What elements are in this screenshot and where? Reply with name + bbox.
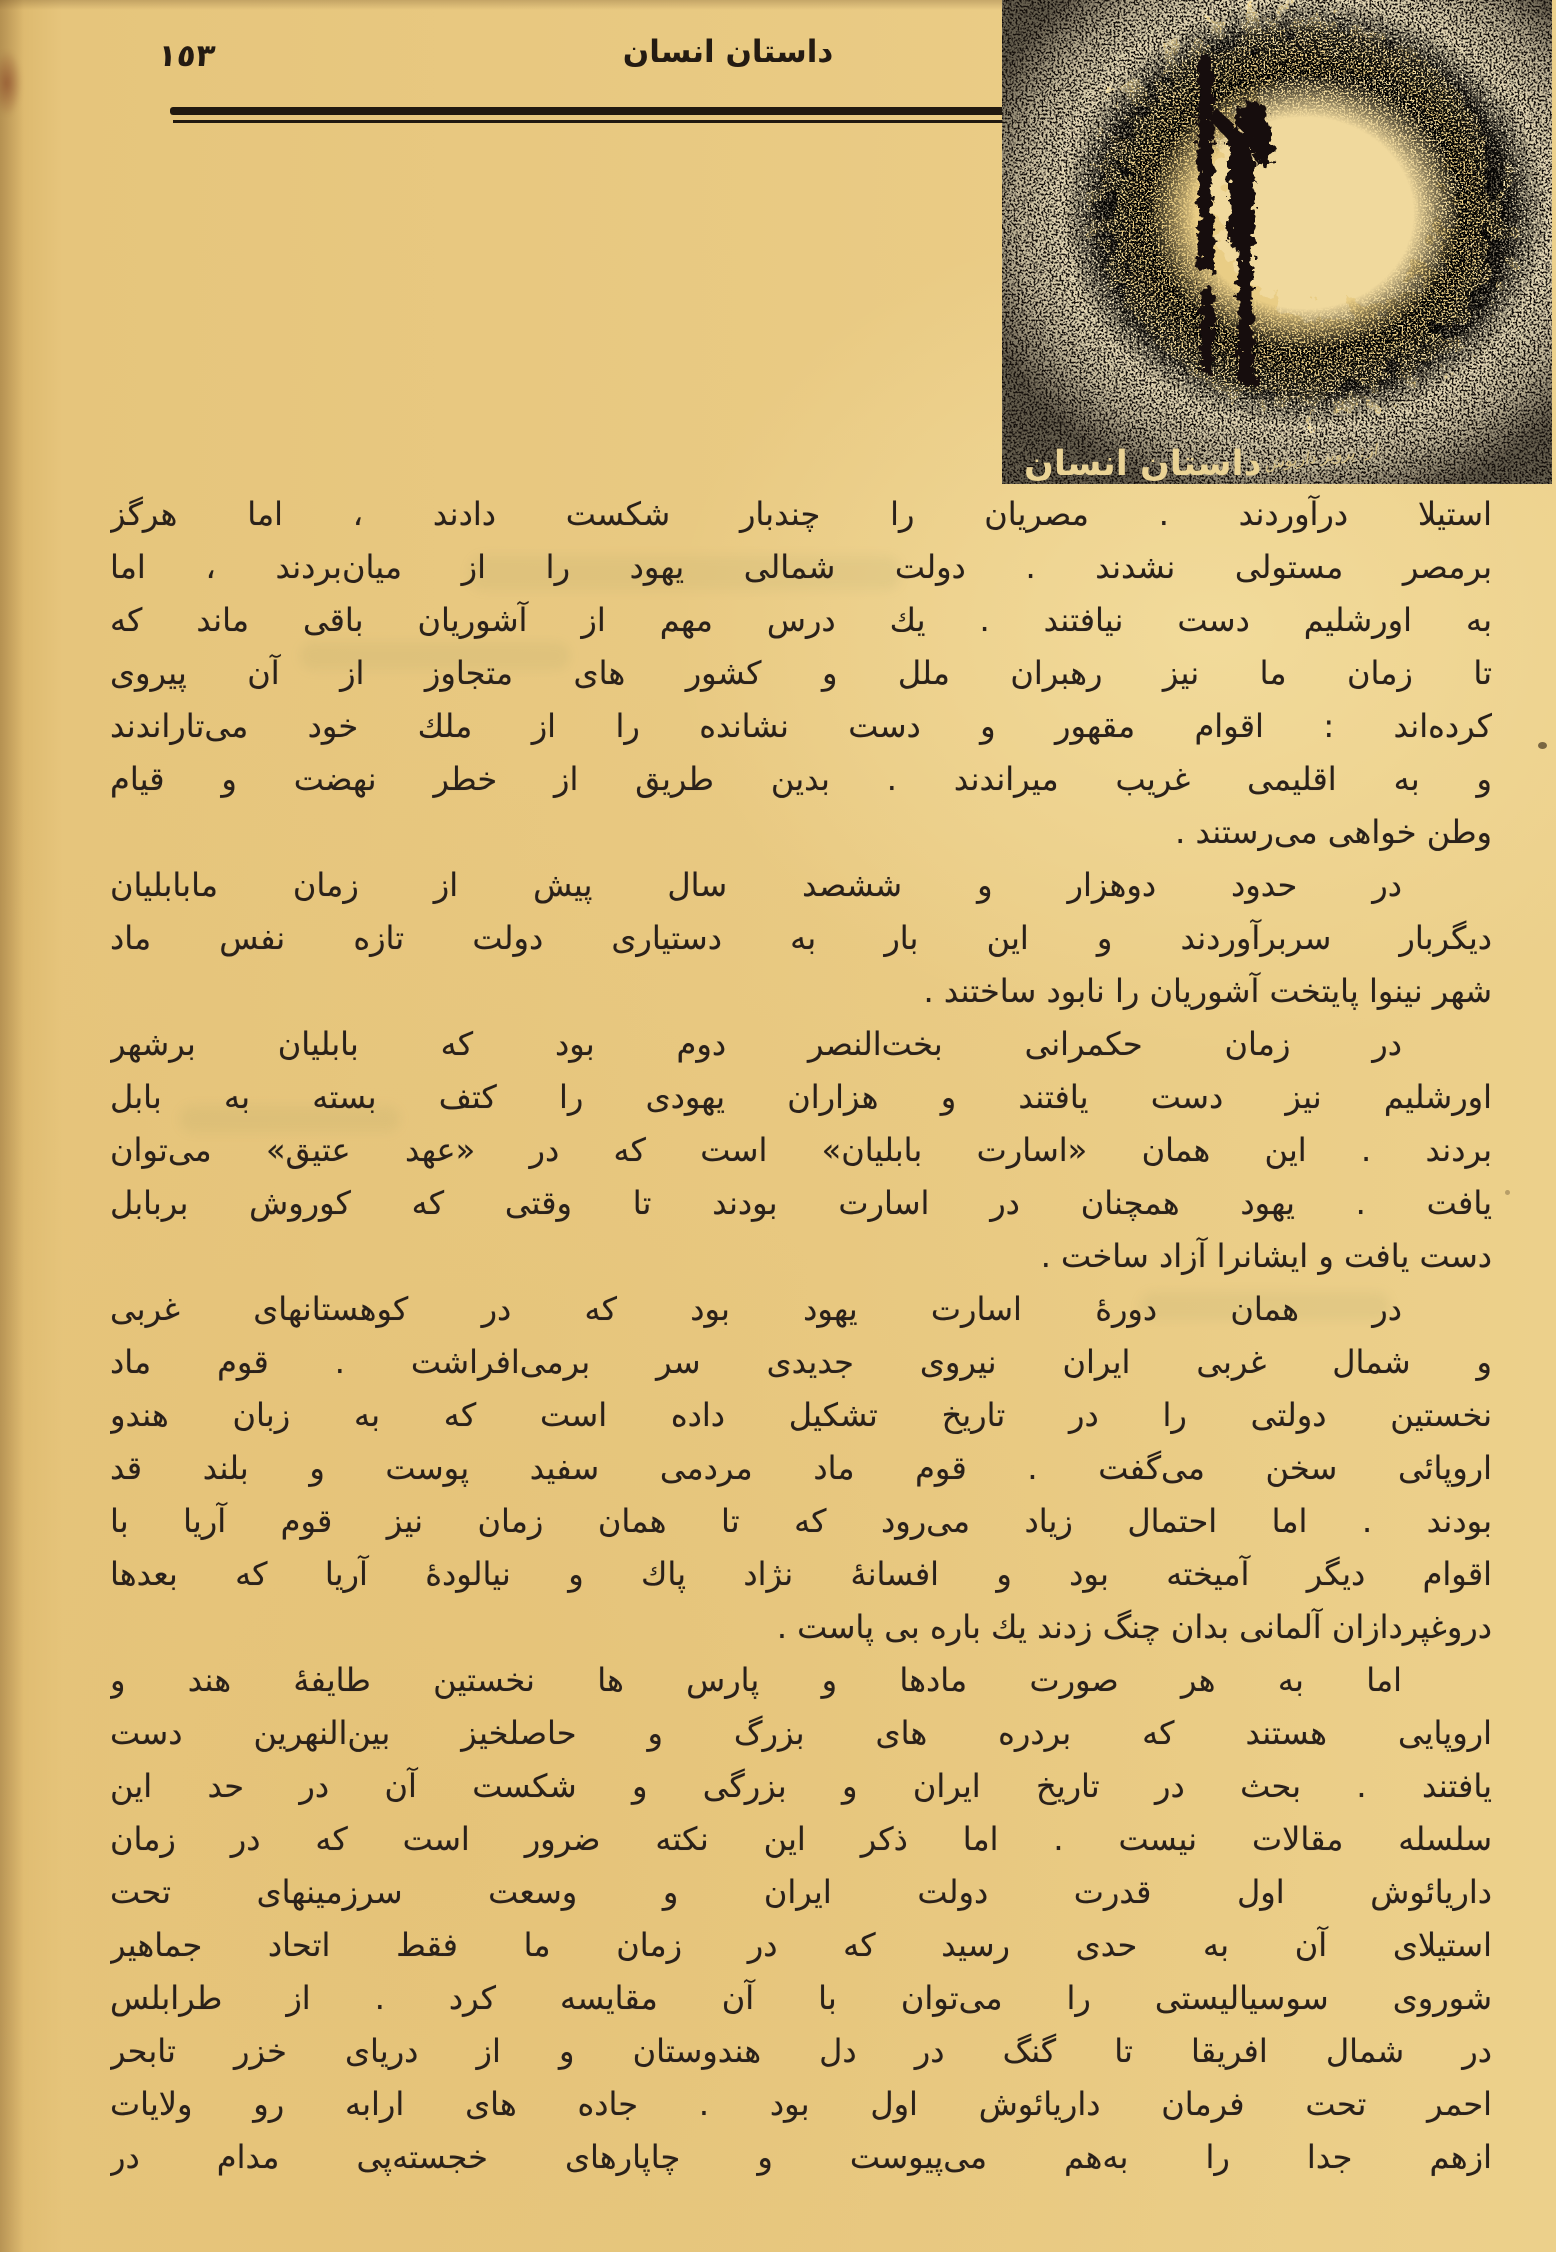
body-line: برمصر مستولی نشدند . دولت شمالی یهود را از میان‌بردند ، اما xyxy=(110,548,1492,586)
body-line: در حدود دوهزار و ششصد سال پیش از زمان مابابلیان xyxy=(110,866,1402,904)
body-line: و به اقلیمی غریب میراندند . بدین طریق از خطر نهضت و قیام xyxy=(110,760,1492,798)
body-line: استیلا درآوردند . مصریان را چندبار شکست دادند ، اما هرگز xyxy=(110,495,1492,533)
figure-title: داستان انسان xyxy=(1024,444,1262,484)
body-line: اما به هر صورت مادها و پارس ها نخستین طایفهٔ هند و xyxy=(110,1661,1402,1699)
page-number: ١٥٣ xyxy=(155,38,217,74)
paper-speck xyxy=(1538,742,1547,749)
body-line: شوروی سوسیالیستی را می‌توان با آن مقایسه کرد . از طرابلس xyxy=(110,1979,1492,2017)
body-line: ازهم جدا را به‌هم می‌پیوست و چاپارهای خجسته‌پی مدام در xyxy=(110,2138,1492,2176)
body-line: تا زمان ما نیز رهبران ملل و کشور های متجاوز از آن پیروی xyxy=(110,654,1492,692)
paper-speck xyxy=(1505,1190,1510,1195)
body-line: بودند . اما احتمال زیاد می‌رود که تا همان زمان نیز قوم آریا با xyxy=(110,1502,1492,1540)
header-rule xyxy=(170,107,1006,115)
standing-figure-illustration xyxy=(1002,0,1552,484)
body-line: نخستین دولتی را در تاریخ تشکیل داده است که به زبان هندو xyxy=(110,1396,1492,1434)
body-line: در همان دورهٔ اسارت یهود بود که در کوهستانهای غربی xyxy=(110,1290,1402,1328)
body-line: یافتند . بحث در تاریخ ایران و بزرگی و شکست آن در حد این xyxy=(110,1767,1492,1805)
body-line: دیگربار سربرآوردند و این بار به دستیاری دولت تازه نفس ماد xyxy=(110,919,1492,957)
paper-stain xyxy=(0,50,22,116)
body-line: استیلای آن به حدی رسید که در زمان ما فقط اتحاد جماهیر xyxy=(110,1926,1492,1964)
body-line: داریائوش اول قدرت دولت ایران و وسعت سرزمینهای تحت xyxy=(110,1873,1492,1911)
body-line: و شمال غربی ایران نیروی جدیدی سر برمی‌افراشت . قوم ماد xyxy=(110,1343,1492,1381)
body-line: در شمال افریقا تا گنگ در دل هندوستان و از دریای خزر تابحر xyxy=(110,2032,1492,2070)
page-top-shadow xyxy=(0,0,1010,10)
body-line: سلسله مقالات نیست . اما ذکر این نکته ضرور است که در زمان xyxy=(110,1820,1492,1858)
body-line: دست یافت و ایشانرا آزاد ساخت . xyxy=(1040,1237,1492,1275)
body-line: اقوام دیگر آمیخته بود و افسانهٔ نژاد پاك و نیالودهٔ آریا که بعدها xyxy=(110,1555,1492,1593)
body-line: کرده‌اند : اقوام مقهور و دست نشانده را از ملك خود می‌تاراندند xyxy=(110,707,1492,745)
body-line: به اورشلیم دست نیافتند . یك درس مهم از آشوریان باقی ماند که xyxy=(110,601,1492,639)
article-figure xyxy=(1002,0,1552,484)
body-line: وطن خواهی می‌رستند . xyxy=(1175,813,1492,851)
figure-byline: از: پرویز داریوش xyxy=(1263,440,1379,473)
body-line: بردند . این همان «اسارت بابلیان» است که در «عهد عتیق» می‌توان xyxy=(110,1131,1492,1169)
running-head-title: داستان انسان xyxy=(622,34,834,70)
header-rule-secondary xyxy=(173,120,1006,123)
page-gutter-shadow xyxy=(0,0,24,2252)
body-line: اروپائی سخن می‌گفت . قوم ماد مردمی سفید پوست و بلند قد xyxy=(110,1449,1492,1487)
body-line: شهر نینوا پایتخت آشوریان را نابود ساختند . xyxy=(923,972,1492,1010)
body-line: احمر تحت فرمان داریائوش اول بود . جاده های ارابه رو ولایات xyxy=(110,2085,1492,2123)
body-line: اورشلیم نیز دست یافتند و هزاران یهودی را کتف بسته به بابل xyxy=(110,1078,1492,1116)
body-line: دروغپردازان آلمانی بدان چنگ زدند یك باره بی پاست . xyxy=(776,1608,1492,1646)
article-body xyxy=(110,488,1492,2184)
body-line: در زمان حکمرانی بخت‌النصر دوم بود که بابلیان برشهر xyxy=(110,1025,1402,1063)
body-line: اروپایی هستند که بردره های بزرگ و حاصلخیز بین‌النهرین دست xyxy=(110,1714,1492,1752)
body-line: یافت . یهود همچنان در اسارت بودند تا وقتی که کوروش بربابل xyxy=(110,1184,1492,1222)
